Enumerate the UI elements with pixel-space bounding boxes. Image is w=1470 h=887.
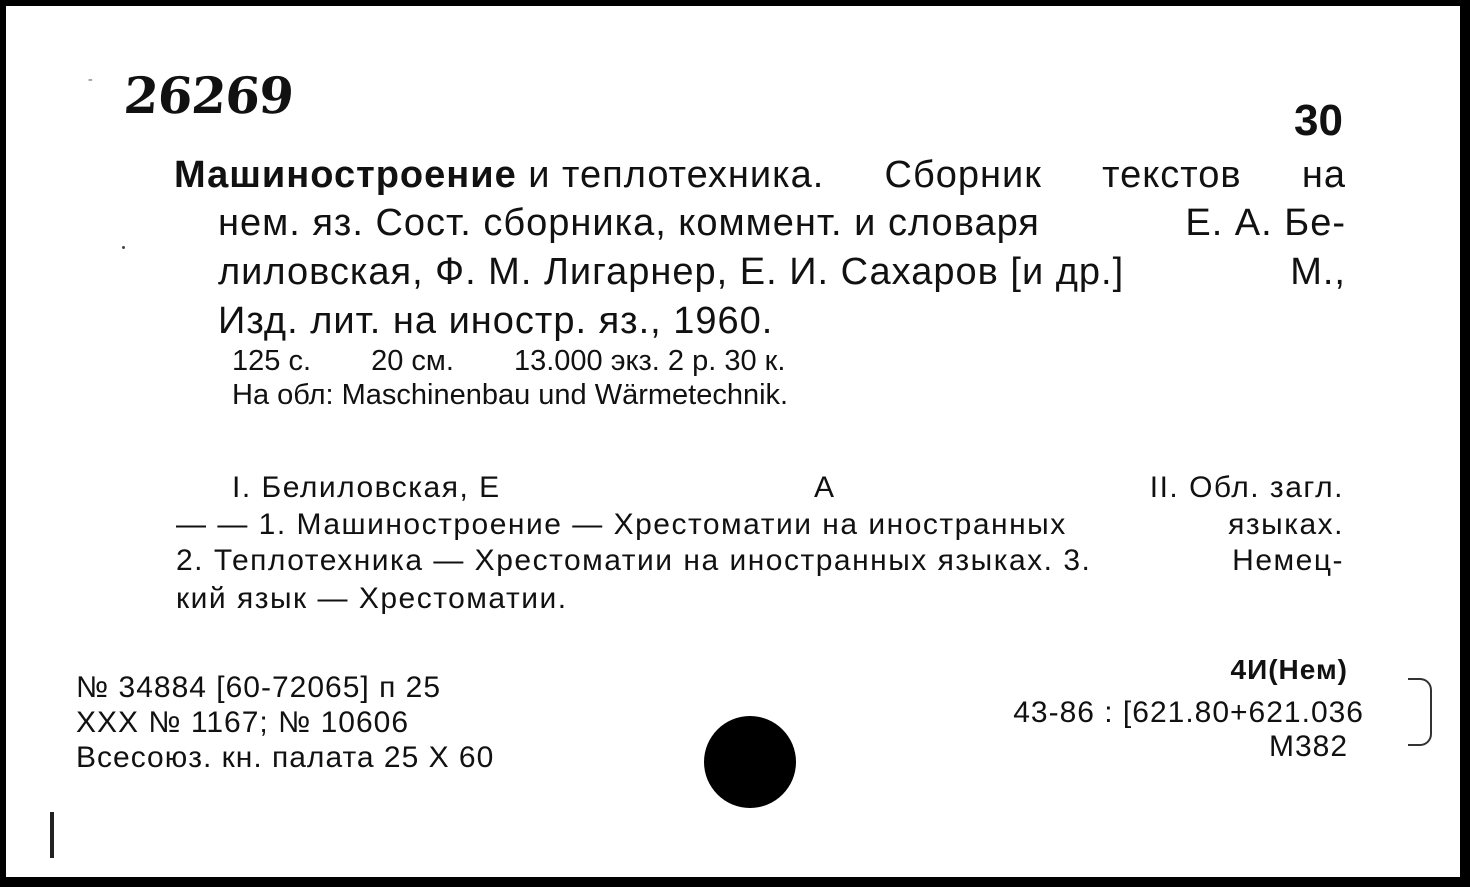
entry-segment: М., [1290,251,1346,293]
tracing-line-3 [176,544,1344,578]
entry-segment: Е. А. Бе- [1185,202,1346,244]
entry-title-rest: и теплотехника. [516,154,825,196]
tracing-line-2 [176,508,1344,542]
entry-line-2 [218,202,1346,245]
handwritten-accession-number: 26269 [121,66,296,125]
margin-pencil-mark [50,812,54,858]
card-sequence-number: 30 [1294,96,1343,145]
speck-mark [122,246,125,249]
author-mark: М382 [1268,730,1348,763]
series-number: XXX № 1167; № 10606 [76,706,410,739]
entry-word: Сборник [884,154,1042,196]
entry-word: на [1301,154,1346,196]
catalog-card [4,4,1462,879]
tracing-segment: 2. Теплотехника — Хрестоматии на иностранных языках. 3. [176,544,1092,577]
tracing-initial: А [814,471,836,504]
copies-and-price: 13.000 экз. 2 р. 30 к. [513,345,786,377]
handwritten-bracket-mark [1408,678,1432,746]
entry-line-3 [218,251,1346,294]
entry-segment: нем. яз. Сост. сборника, коммент. и словаря [218,202,1040,244]
chamber-stamp: Всесоюз. кн. палата 25 X 60 [76,741,495,774]
entry-title [174,154,824,197]
classification-code: 4И(Нем) [1230,654,1348,685]
registration-number: № 34884 [60-72065] п 25 [76,671,442,704]
entry-segment: лиловская, Ф. М. Лигарнер, Е. И. Сахаров [и др.] [218,251,1125,293]
entry-word: текстов [1102,154,1242,196]
entry-line-1 [174,154,1346,197]
entry-line-4: Изд. лит. на иностр. яз., 1960. [218,300,774,342]
tracing-author: I. Белиловская, Е [232,471,501,504]
udc-index: 43-86 : [621.80+621.036 [1013,696,1364,729]
corner-mark: - [88,72,93,87]
page-count: 125 с. [232,345,311,377]
tracing-segment: — — 1. Машиностроение — Хрестоматии на иностранных [176,508,1067,541]
tracing-segment: Немец- [1232,544,1344,577]
tracing-segment: языках. [1228,508,1344,541]
tracing-line-4: кий язык — Хрестоматии. [176,582,568,615]
cover-title-note: На обл: Maschinenbau und Wärmetechnik. [232,379,789,411]
tracing-cover-title: II. Обл. загл. [1149,471,1344,504]
physical-description [232,345,837,378]
card-punch-hole [704,716,796,808]
entry-title-bold: Машиностроение [174,154,517,196]
book-size: 20 см. [371,345,454,377]
